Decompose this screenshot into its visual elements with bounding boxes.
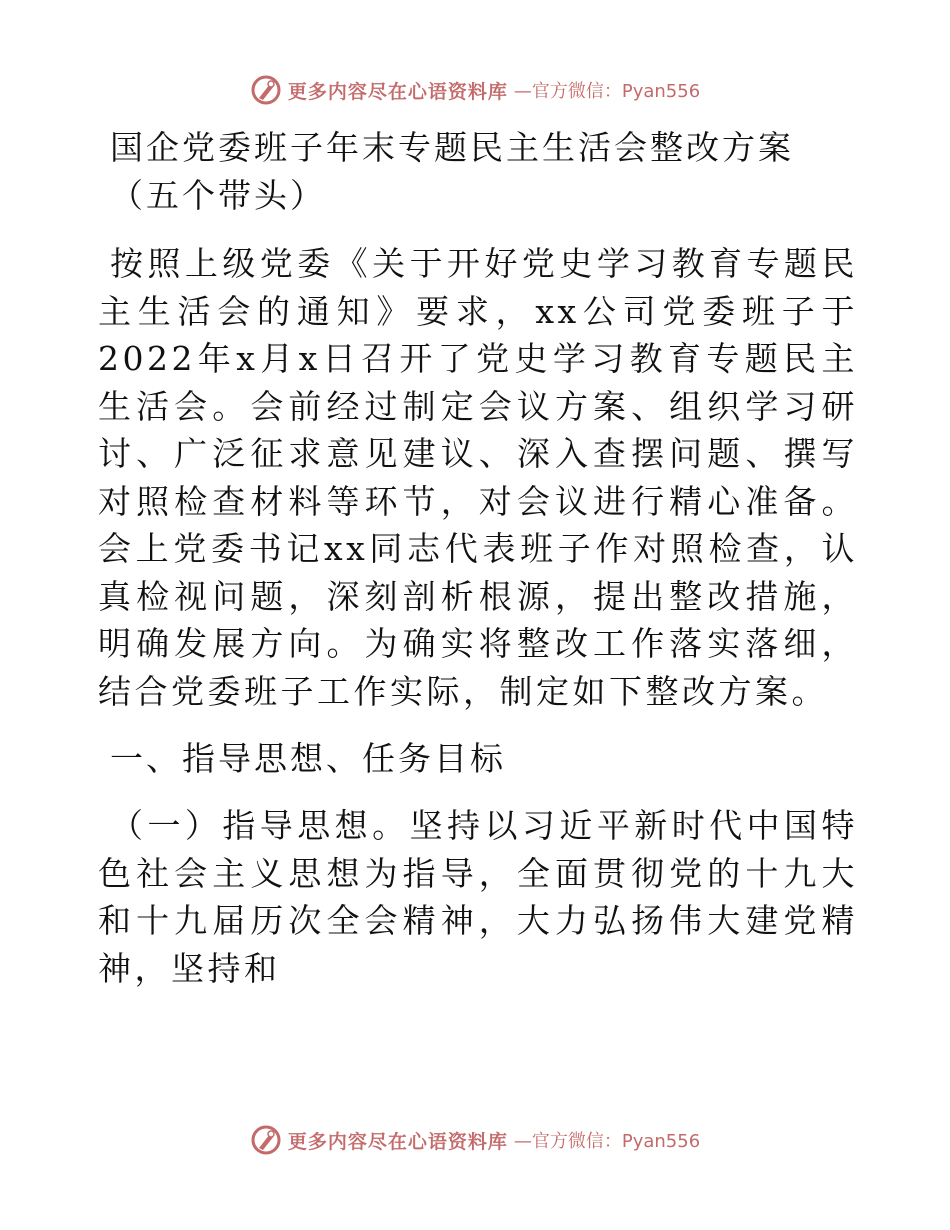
footer-banner-title: 更多内容尽在心语资料库 xyxy=(287,1130,508,1153)
footer-banner-contact: —官方微信：Pyan556 xyxy=(513,1131,701,1152)
header-banner-inner xyxy=(250,74,700,106)
document-body xyxy=(98,124,858,1012)
intro-paragraph: 按照上级党委《关于开好党史学习教育专题民主生活会的通知》要求，xx公司党委班子于2022年x月x日召开了党史学习教育专题民主生活会。会前经过制定会议方案、组织学习研讨、广泛征求意见建议、深入查摆问题、撰写对照检查材料等环节，对会议进行精心准备。会上党委书记xx同志代表班子作对照检查，认真检视问题，深刻剖析根源，提出整改措施，明确发展方向。为确实将整改工作落实落细，结合党委班子工作实际，制定如下整改方案。 xyxy=(98,244,858,711)
brand-logo-icon xyxy=(250,74,282,106)
header-banner xyxy=(0,70,950,110)
footer-banner xyxy=(0,1120,950,1160)
section-paragraph-1: （一）指导思想。坚持以习近平新时代中国特色社会主义思想为指导，全面贯彻党的十九大和十九届历次全会精神，大力弘扬伟大建党精神，坚持和 xyxy=(98,806,858,988)
section-heading-1: 一、指导思想、任务目标 xyxy=(110,739,506,778)
header-banner-contact: —官方微信：Pyan556 xyxy=(513,81,701,102)
header-banner-title: 更多内容尽在心语资料库 xyxy=(287,80,508,103)
brand-logo-icon xyxy=(250,1124,282,1156)
footer-banner-inner xyxy=(250,1124,700,1156)
document-title: 国企党委班子年末专题民主生活会整改方案（五个带头） xyxy=(110,128,794,215)
